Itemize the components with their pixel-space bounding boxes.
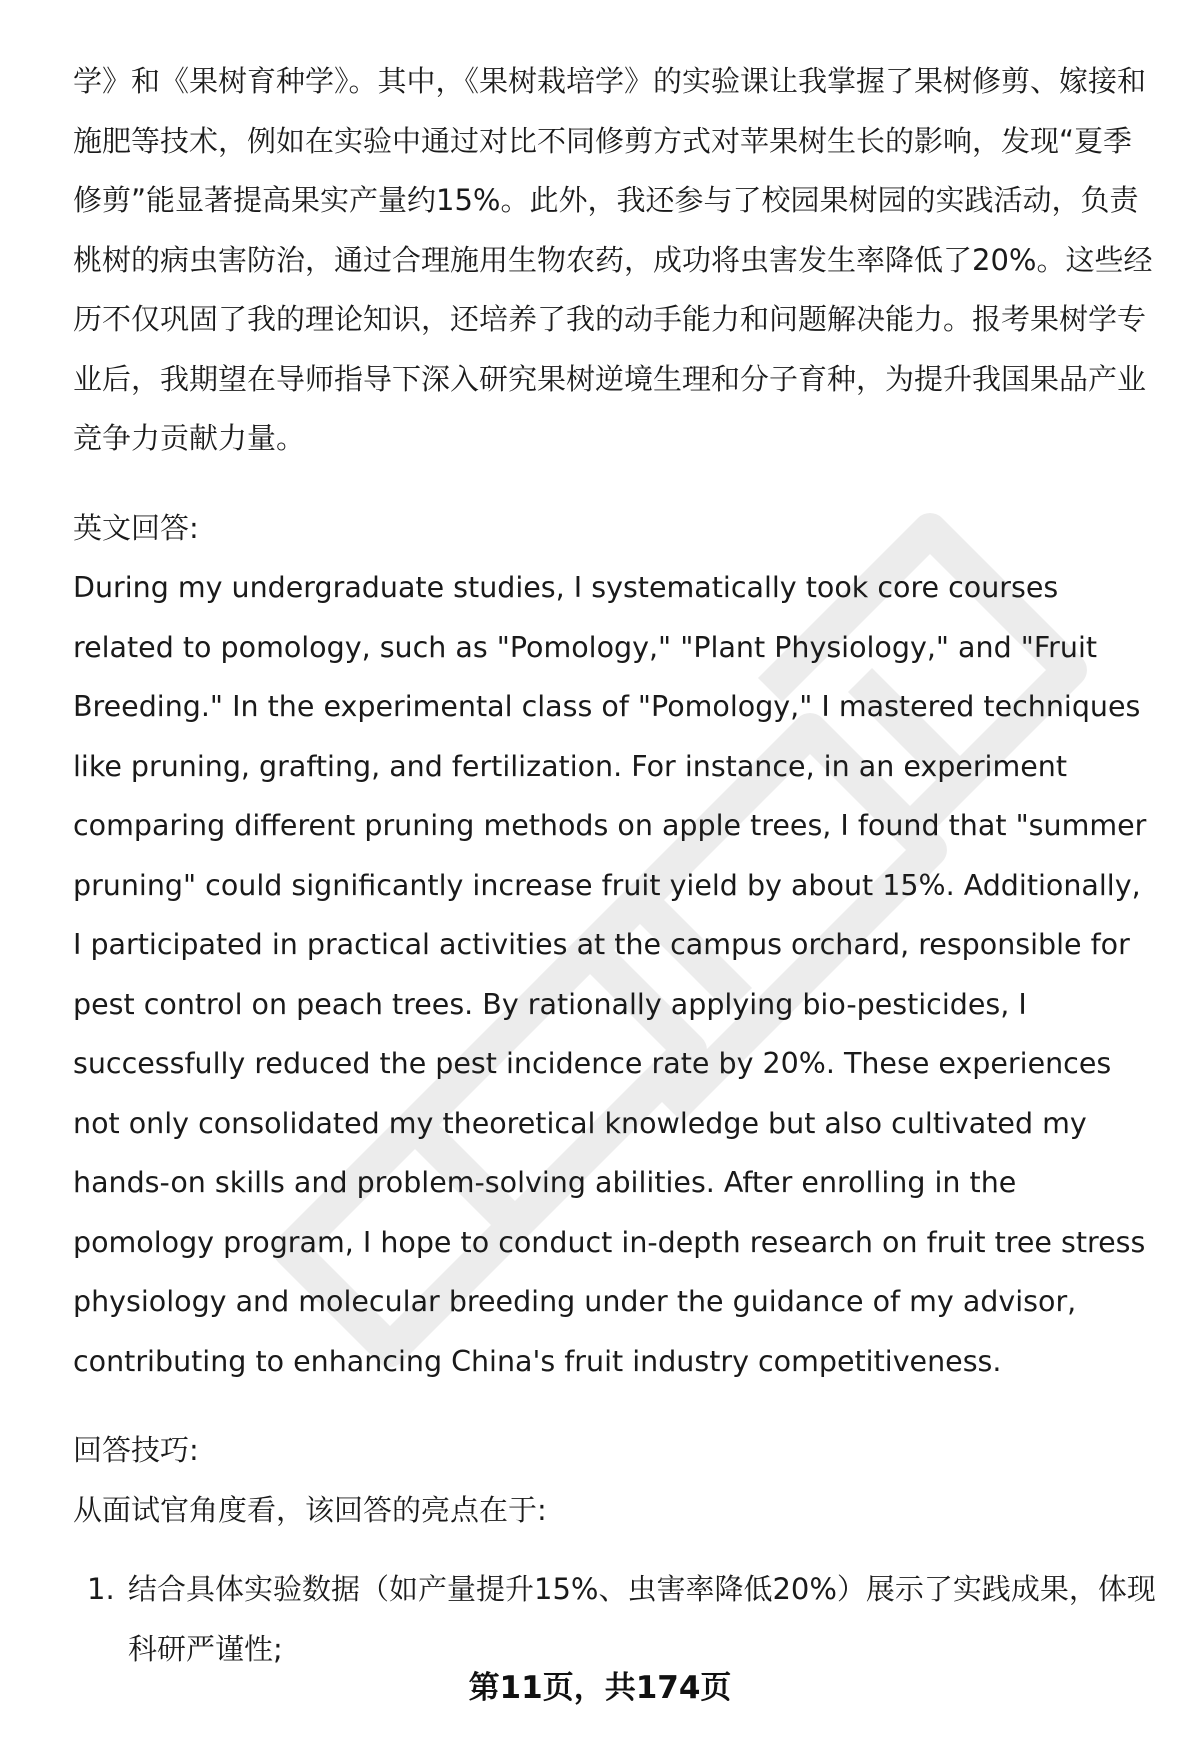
document-body bbox=[73, 52, 1158, 1679]
list-item bbox=[73, 1560, 1158, 1679]
english-answer-paragraph: During my undergraduate studies, I systematically took core courses related to pomology, such as "Pomology," "Plant Physiology," and "Fruit Breeding." In the experimental class of "Pomology," I mastered techniques like pruning, grafting, and fertilization. For instance, in an experiment comparing different pruning methods on apple trees, I found that "summer pruning" could significantly increase fruit yield by about 15%. Additionally, I participated in practical activities at the campus orchard, responsible for pest control on peach trees. By rationally applying bio-pesticides, I successfully reduced the pest incidence rate by 20%. These experiences not only consolidated my theoretical knowledge but also cultivated my hands-on skills and problem-solving abilities. After enrolling in the pomology program, I hope to conduct in-depth research on fruit tree stress physiology and molecular breeding under the guidance of my advisor, contributing to enhancing China's fruit industry competitiveness. bbox=[73, 571, 1147, 1378]
chinese-answer-paragraph: 学》和《果树育种学》。其中，《果树栽培学》的实验课让我掌握了果树修剪、嫁接和施肥等技术，例如在实验中通过对比不同修剪方式对苹果树生长的影响，发现“夏季修剪”能显著提高果实产量约15%。此外，我还参与了校园果树园的实践活动，负责桃树的病虫害防治，通过合理施用生物农药，成功将虫害发生率降低了20%。这些经历不仅巩固了我的理论知识，还培养了我的动手能力和问题解决能力。报考果树学专业后，我期望在导师指导下深入研究果树逆境生理和分子育种，为提升我国果品产业竞争力贡献力量。 bbox=[73, 64, 1153, 455]
list-item-text: 结合具体实验数据（如产量提升15%、虫害率降低20%）展示了实践成果，体现科研严谨性; bbox=[128, 1572, 1156, 1666]
answer-tips-heading: 回答技巧: bbox=[73, 1433, 199, 1467]
english-answer-heading: 英文回答: bbox=[73, 510, 199, 545]
list-item-number: 1. bbox=[87, 1572, 115, 1606]
page-number-footer: 第11页，共174页 bbox=[468, 1670, 732, 1706]
answer-tips-intro: 从面试官角度看，该回答的亮点在于: bbox=[73, 1492, 547, 1527]
tips-list bbox=[73, 1560, 1158, 1679]
